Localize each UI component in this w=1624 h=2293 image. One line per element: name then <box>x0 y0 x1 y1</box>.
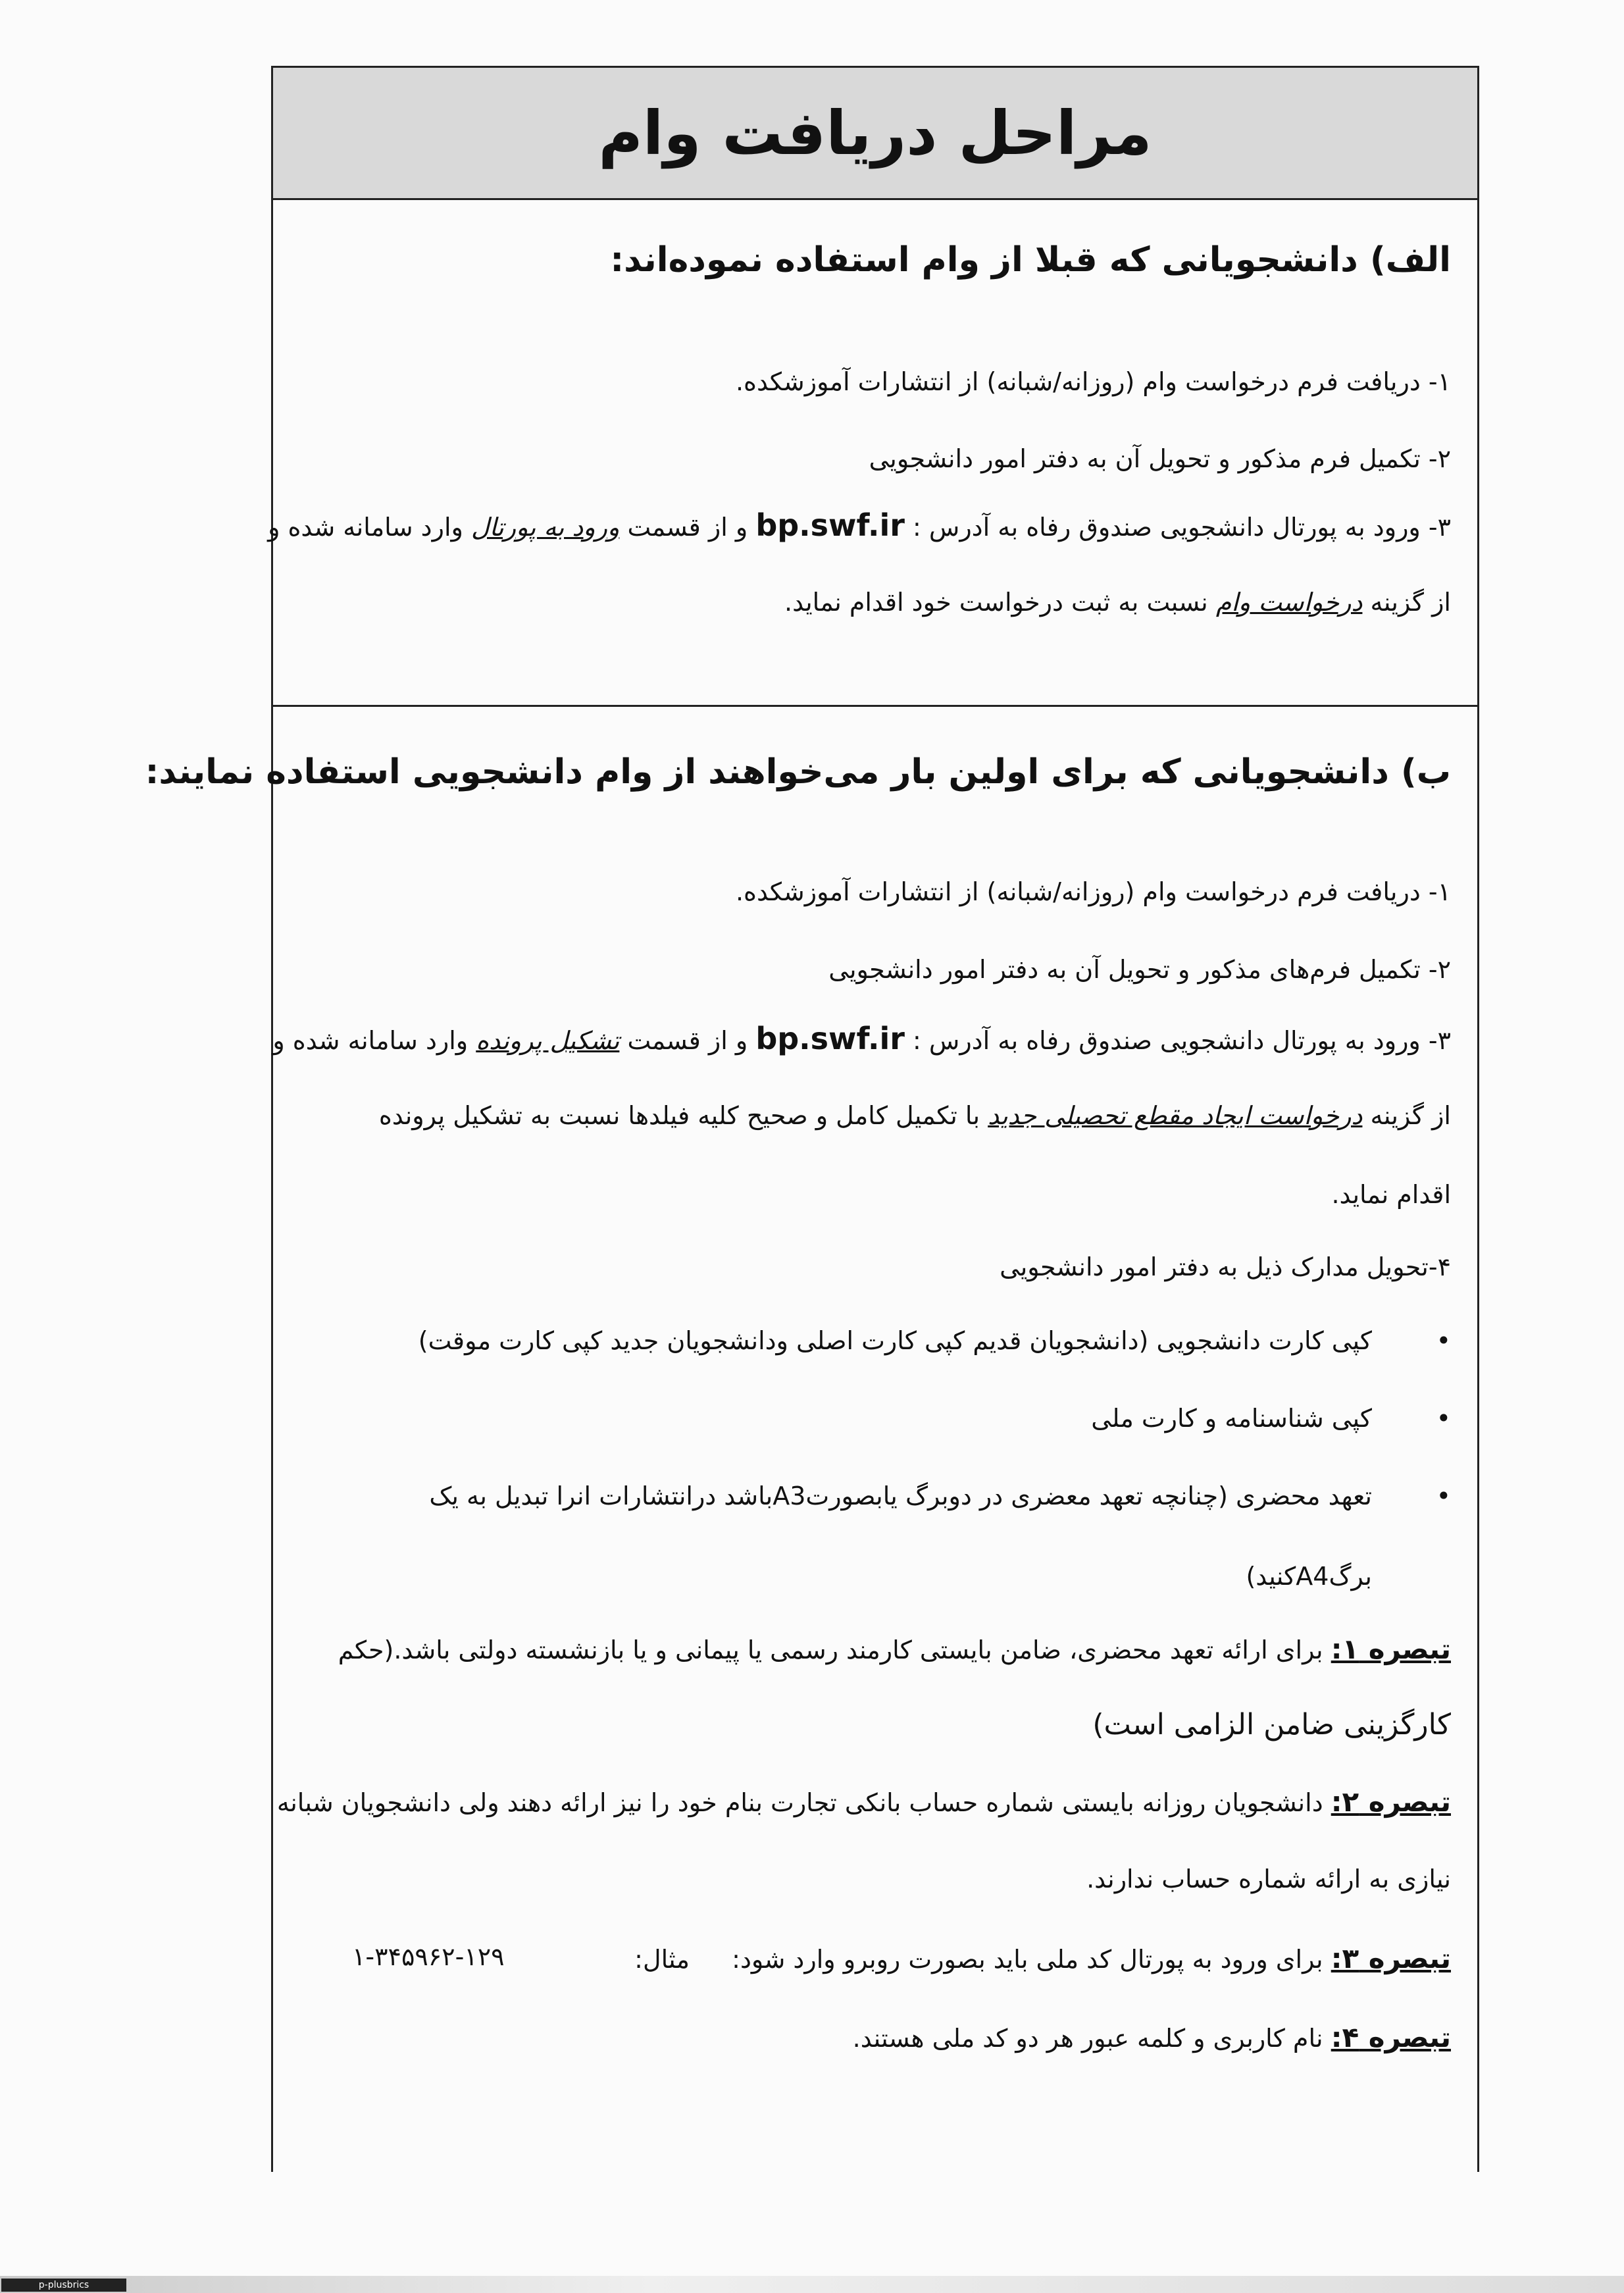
bullet-item-3 <box>299 1481 1451 1510</box>
bullet-dot: • <box>1436 1326 1451 1355</box>
section-b-item-3-line-2-text: از گزینه <box>1370 1101 1451 1130</box>
section-b-item-3-text-3: وارد سامانه شده و <box>272 1026 469 1055</box>
section-a-item-3-line-2-text: از گزینه <box>1370 588 1451 617</box>
section-b-portal-url: bp.swf.ir <box>755 1021 905 1056</box>
section-a-item-3-line-2 <box>299 588 1451 617</box>
section-b-item-3-text: ۳- ورود به پورتال دانشجویی صندوق رفاه به آدرس : <box>913 1026 1451 1055</box>
bullet-dot: • <box>1436 1481 1451 1510</box>
section-b-item-1: ۱- دریافت فرم درخواست وام (روزانه/شبانه) از انتشارات آموزشکده. <box>735 877 1451 906</box>
note-3-example-value: ۱-۳۴۵۹۶۲-۱۲۹ <box>352 1942 505 1971</box>
section-b-item-3-line-2-text-2: با تکمیل کامل و صحیح کلیه فیلدها نسبت به تشکیل پرونده <box>378 1101 980 1130</box>
note-1 <box>299 1633 1451 1665</box>
note-3-example-label: مثال: <box>634 1945 690 1974</box>
note-4-label: تبصره ۴: <box>1331 2021 1451 2053</box>
section-b-file-creation-link: تشکیل پرونده <box>476 1026 620 1055</box>
bullet-item-3-cont: برگA4کنید) <box>1246 1562 1372 1591</box>
bullet-dot: • <box>1436 1404 1451 1433</box>
bullet-item-2-text: کپی شناسنامه و کارت ملی <box>1091 1404 1372 1433</box>
note-4 <box>299 2021 1451 2053</box>
bullet-item-3-text: تعهد محضری (چنانچه تعهد معضری در دوبرگ یابصورتA3باشد درانتشارات انرا تبدیل به یک <box>429 1481 1372 1510</box>
section-b-new-degree-link: درخواست ایجاد مقطع تحصیلی جدید <box>988 1101 1363 1130</box>
title-band <box>273 68 1477 200</box>
section-b-item-4: ۴-تحویل مدارک ذیل به دفتر امور دانشجویی <box>1000 1252 1451 1281</box>
footer-watermark: p-plusbrics <box>1 2279 126 2292</box>
page-title: مراحل دریافت وام <box>598 97 1152 168</box>
note-1-text: برای ارائه تعهد محضری، ضامن بایستی کارمند رسمی یا پیمانی و یا بازنشسته دولتی باشد.(حکم <box>338 1636 1323 1664</box>
footer-strip <box>0 2276 1624 2293</box>
section-a-portal-login-link: ورود به پورتال <box>470 513 620 542</box>
section-a-item-3-text: ۳- ورود به پورتال دانشجویی صندوق رفاه به آدرس : <box>913 513 1451 542</box>
section-b-heading: ب) دانشجویانی که برای اولین بار می‌خواهند از وام دانشجویی استفاده نمایند: <box>145 752 1451 792</box>
note-1-label: تبصره ۱: <box>1331 1633 1451 1665</box>
note-2 <box>276 1786 1451 1818</box>
note-3-text: برای ورود به پورتال کد ملی باید بصورت روبرو وارد شود: <box>732 1945 1323 1974</box>
note-2-cont: نیازی به ارائه شماره حساب ندارند. <box>1086 1865 1451 1894</box>
note-2-label: تبصره ۲: <box>1331 1786 1451 1818</box>
section-a-heading: الف) دانشجویانی که قبلا از وام استفاده نموده‌اند: <box>610 240 1451 280</box>
note-4-text: نام کاربری و کلمه عبور هر دو کد ملی هستند. <box>852 2024 1323 2053</box>
section-a-item-3 <box>268 507 1451 543</box>
section-b-item-2: ۲- تکمیل فرم‌های مذکور و تحویل آن به دفتر امور دانشجویی <box>828 955 1451 984</box>
section-a-item-3-text-3: وارد سامانه شده و <box>268 513 463 542</box>
section-a-portal-url: bp.swf.ir <box>755 507 905 543</box>
section-b-item-3-line-2 <box>299 1101 1451 1130</box>
section-a-item-3-line-2-text-2: نسبت به ثبت درخواست خود اقدام نماید. <box>784 588 1208 617</box>
note-1-cont: کارگزینی ضامن الزامی است) <box>1092 1708 1451 1741</box>
section-b-item-3-line-3: اقدام نماید. <box>1331 1180 1451 1209</box>
section-a-item-1: ۱- دریافت فرم درخواست وام (روزانه/شبانه) از انتشارات آموزشکده. <box>735 367 1451 396</box>
section-b-item-3-text-2: و از قسمت <box>627 1026 748 1055</box>
bullet-item-1 <box>299 1326 1451 1355</box>
note-2-text: دانشجویان روزانه بایستی شماره حساب بانکی تجارت بنام خود را نیز ارائه دهند ولی دانشجویان شبانه <box>276 1788 1323 1817</box>
section-b-item-3 <box>272 1021 1451 1056</box>
section-a-item-3-text-2: و از قسمت <box>627 513 748 542</box>
section-a-loan-request-link: درخواست وام <box>1215 588 1363 617</box>
bullet-item-1-text: کپی کارت دانشجویی (دانشجویان قدیم کپی کارت اصلی ودانشجویان جدید کپی کارت موقت) <box>418 1326 1372 1355</box>
section-divider <box>273 705 1477 707</box>
document-frame <box>145 66 1479 2172</box>
note-3-label: تبصره ۳: <box>1331 1942 1451 1974</box>
bullet-item-2 <box>299 1404 1451 1433</box>
section-a-item-2: ۲- تکمیل فرم مذکور و تحویل آن به دفتر امور دانشجویی <box>869 444 1451 473</box>
